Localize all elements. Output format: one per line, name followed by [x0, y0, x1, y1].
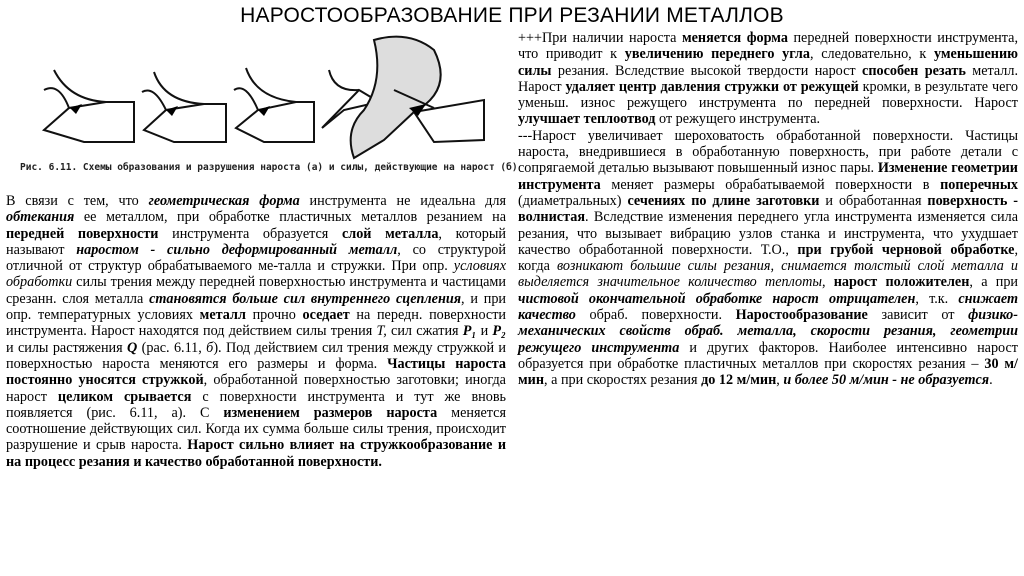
text-run: . Вследствие изменения переднего угла инструмента изменяется сила резания, что вызывает вибрацию узлов станка и инструмента, что ухудшает качество обработанной поверхности. Т.О.,	[518, 209, 1018, 258]
text-run: P₂	[492, 323, 507, 340]
text-run: передней поверхности инструмента, что приводит к	[518, 30, 1018, 63]
text-run: меняется форма	[681, 30, 788, 46]
text-run: ее металлом, при обработке пластичных металлов резанием на	[74, 209, 506, 226]
text-run: , а при скоростях резания	[544, 372, 702, 389]
text-run: слой металла	[341, 225, 439, 242]
text-run: обтекания	[6, 209, 75, 226]
text-run: силы трения между передней поверхностью инструмента и частицами срезанн. слоя металла	[6, 274, 506, 307]
text-run: удаляет центр давления стружки от режущей	[565, 78, 859, 95]
text-run: , со структурой отличной от структур обрабатываемого ме-талла и стружки. При опр.	[6, 241, 506, 275]
text-run: нарост положителен	[833, 274, 970, 291]
text-run: , и при опр. температурных условиях	[6, 290, 507, 324]
text-run: снижает качество	[518, 290, 1018, 324]
text-run: меняется соотношение действующих сил. Когда их сумма больше силы трения, происходит разрушение и срыв нароста.	[6, 404, 506, 454]
text-run: , обработанной поверхностью заготовки; иногда нарост	[6, 372, 506, 405]
text-run: , следовательно, к	[809, 46, 934, 63]
text-run: чистовой окончательной обработке нарост отрицателен	[518, 290, 916, 307]
text-run: уменьшению силы	[518, 46, 1018, 79]
text-run: и	[476, 323, 493, 340]
text-run: Частицы нароста постоянно уносятся стружкой	[6, 355, 507, 389]
text-run: В связи с тем, что	[6, 193, 149, 209]
text-run: изменением размеров нароста	[223, 404, 438, 421]
text-run: возникают большие силы резания, снимается толстый слой металла и выделяется значительное количество теплоты	[518, 258, 1018, 291]
text-run: меняет размеры обрабатываемой поверхности в	[600, 176, 941, 193]
text-run: оседает	[302, 307, 350, 324]
text-run: с поверхности инструмента и тут же вновь появляется (рис. 6.11, а). С	[6, 388, 506, 421]
right-paragraph-advantages	[518, 30, 1018, 128]
text-run: при грубой черновой обработке	[797, 241, 1015, 258]
right-text-column	[518, 30, 1018, 389]
text-run: сил сжатия	[386, 323, 463, 340]
text-run: передней поверхности	[6, 225, 159, 242]
figure-drawing	[14, 30, 520, 160]
text-run: +++При наличии нароста	[518, 30, 682, 46]
text-run: способен резать	[862, 62, 966, 79]
text-run: резания. Вследствие высокой твердости нарост	[551, 62, 863, 79]
text-run: ,	[821, 274, 834, 291]
text-run: наростом - сильно деформированный металл	[76, 241, 398, 258]
text-run: поперечных	[940, 176, 1018, 193]
tool-shape	[144, 104, 226, 142]
text-run: физико-механических свойств обраб. металла, скорости резания, геометрии режущего инструмента	[518, 307, 1019, 356]
text-run: и более 50 м/мин - не образуется	[783, 372, 990, 389]
text-run: Q	[127, 339, 138, 356]
text-run: металл	[199, 307, 246, 324]
text-run: обраб. поверхности.	[575, 307, 736, 324]
text-run: становятся больше сил внутреннего сцепления	[149, 290, 462, 307]
page-title: НАРОСТООБРАЗОВАНИЕ ПРИ РЕЗАНИИ МЕТАЛЛОВ	[240, 4, 784, 27]
text-run: улучшает теплоотвод	[518, 111, 656, 128]
tool-shape	[236, 102, 314, 142]
text-run: инструмента не идеальна для	[299, 193, 506, 209]
text-run: T,	[376, 323, 387, 340]
text-run: (рас. 6.11,	[137, 339, 207, 356]
right-paragraph-disadvantages	[518, 128, 1018, 389]
text-run: металл. Нарост	[518, 62, 1018, 95]
text-run: Нарост сильно влияет на стружкообразование и на процесс резания и качество обработанной поверхности.	[6, 437, 506, 470]
left-paragraph	[6, 193, 506, 470]
text-run: поверхность - волнистая	[518, 192, 1018, 226]
text-run: целиком срывается	[57, 388, 192, 405]
figure-caption: Рис. 6.11. Схемы образования и разрушения нароста (а) и силы, действующие на нарост (б)	[20, 162, 518, 173]
text-run: и других факторов. Наиболее интенсивно нарост образуется при обработке пластичных металлов при скоростях резания –	[518, 339, 1019, 372]
text-run: на передн. поверхности инструмента. Нарост находятся под действием силы трения	[6, 307, 507, 340]
text-run: .	[989, 372, 993, 389]
text-run: ). Под действием сил трения между стружкой и поверхностью нароста меняются его размеры и форма.	[6, 339, 506, 372]
text-run: кромки, в результате чего уменьш. износ режущего инструмента по передней поверхности. Нарост	[518, 78, 1018, 112]
text-run: б	[206, 339, 214, 356]
text-run: , когда	[518, 241, 1018, 275]
text-run: , который называют	[6, 225, 506, 258]
text-run: P₁	[462, 323, 477, 340]
text-run: прочно	[245, 307, 303, 324]
figure-chip-formation-diagram	[14, 30, 520, 160]
text-run: ---Нарост увеличивает шероховатость обработанной поверхности. Частицы нароста, внедрившиеся в обработанную поверхность, при работе детали с сопрягаемой деталью вызывают повышенный износ пары.	[518, 127, 1018, 177]
text-run: инструмента образуется	[158, 225, 342, 242]
text-run: до 12 м/мин	[701, 372, 777, 389]
text-run: и обработанная	[819, 192, 928, 209]
left-text-column	[6, 193, 506, 470]
text-run: , т.к.	[915, 290, 959, 307]
tool-shape	[44, 102, 134, 142]
text-run: от режущего инструмента.	[655, 111, 821, 128]
text-run: увеличению переднего угла	[624, 46, 810, 63]
text-run: 30 м/мин	[518, 355, 1018, 389]
text-run: и силы растяжения	[6, 339, 128, 356]
text-run: Наростообразование	[735, 307, 868, 324]
text-run: , а при	[969, 274, 1019, 291]
text-run: сечениях по длине заготовки	[627, 192, 820, 209]
text-run: геометрическая форма	[148, 193, 300, 209]
text-run: зависит от	[867, 307, 969, 324]
text-run: ,	[776, 372, 784, 389]
text-run: Изменение геометрии инструмента	[518, 160, 1018, 193]
text-run: условиях обработки	[6, 258, 506, 291]
text-run: (диаметральных)	[518, 192, 628, 209]
